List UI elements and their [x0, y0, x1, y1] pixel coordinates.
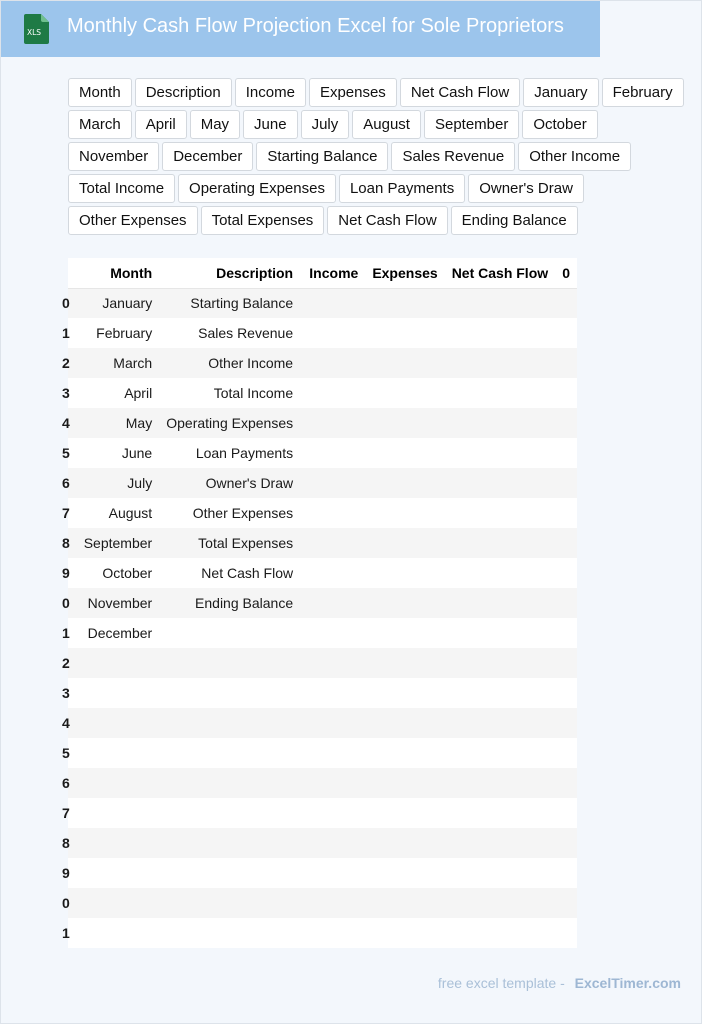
zero-cell	[555, 378, 577, 408]
row-index-label: 9	[62, 565, 70, 581]
month-cell: September	[75, 528, 159, 558]
table-row	[68, 858, 577, 888]
row-index-cell	[62, 438, 75, 468]
net-cash-flow-cell	[445, 678, 555, 708]
table-row	[68, 558, 577, 588]
net-cash-flow-cell	[445, 618, 555, 648]
table-row	[68, 588, 577, 618]
column-chip[interactable]: March	[68, 110, 132, 139]
income-cell	[300, 918, 365, 948]
expenses-cell	[365, 648, 444, 678]
row-index-label: 1	[62, 325, 70, 341]
income-cell	[300, 408, 365, 438]
row-index-label: 8	[62, 535, 70, 551]
net-cash-flow-cell	[445, 858, 555, 888]
month-cell	[75, 648, 159, 678]
month-cell: December	[75, 618, 159, 648]
column-chip[interactable]: Expenses	[309, 78, 397, 107]
row-index-label: 6	[62, 475, 70, 491]
month-cell	[75, 888, 159, 918]
expenses-cell	[365, 468, 444, 498]
description-cell: Loan Payments	[159, 438, 300, 468]
table-row	[68, 768, 577, 798]
description-cell: Other Income	[159, 348, 300, 378]
column-chip-list	[68, 78, 688, 235]
income-cell	[300, 288, 365, 318]
expenses-cell	[365, 798, 444, 828]
description-cell	[159, 888, 300, 918]
row-index-label: 2	[62, 355, 70, 371]
description-cell	[159, 648, 300, 678]
zero-cell	[555, 288, 577, 318]
row-index-cell	[62, 738, 75, 768]
row-index-label: 2	[62, 655, 70, 671]
net-cash-flow-cell	[445, 288, 555, 318]
month-cell	[75, 918, 159, 948]
net-cash-flow-cell	[445, 768, 555, 798]
table-row	[68, 408, 577, 438]
cash-flow-table	[62, 258, 577, 948]
description-cell	[159, 858, 300, 888]
expenses-cell	[365, 858, 444, 888]
footer-brand-link[interactable]: ExcelTimer.com	[574, 975, 681, 991]
zero-cell	[555, 498, 577, 528]
expenses-cell	[365, 438, 444, 468]
column-chip[interactable]: Income	[235, 78, 306, 107]
table-row	[68, 318, 577, 348]
row-index-cell	[62, 888, 75, 918]
zero-cell	[555, 468, 577, 498]
column-chip[interactable]: Description	[135, 78, 232, 107]
row-index-cell	[62, 528, 75, 558]
description-cell	[159, 768, 300, 798]
income-cell	[300, 558, 365, 588]
row-index-label: 8	[62, 835, 70, 851]
income-cell	[300, 318, 365, 348]
income-cell	[300, 798, 365, 828]
description-cell	[159, 678, 300, 708]
income-cell	[300, 858, 365, 888]
month-cell: November	[75, 588, 159, 618]
data-table-container	[62, 258, 577, 948]
zero-cell	[555, 648, 577, 678]
table-header-row	[68, 258, 577, 288]
net-cash-flow-cell	[445, 528, 555, 558]
row-index-cell	[62, 348, 75, 378]
description-cell	[159, 618, 300, 648]
table-row	[68, 678, 577, 708]
month-cell	[75, 858, 159, 888]
zero-cell	[555, 318, 577, 348]
table-row	[68, 288, 577, 318]
month-header: Month	[75, 258, 159, 288]
description-cell: Sales Revenue	[159, 318, 300, 348]
income-cell	[300, 828, 365, 858]
row-index-label: 7	[62, 505, 70, 521]
table-row	[68, 708, 577, 738]
description-cell: Total Income	[159, 378, 300, 408]
column-chip[interactable]: Loan Payments	[339, 174, 465, 203]
month-cell: June	[75, 438, 159, 468]
zero-cell	[555, 558, 577, 588]
column-chip[interactable]: Total Expenses	[201, 206, 325, 235]
header-bar	[0, 0, 600, 57]
column-chip[interactable]: December	[162, 142, 253, 171]
row-index-cell	[62, 858, 75, 888]
table-row	[68, 468, 577, 498]
net-cash-flow-cell	[445, 708, 555, 738]
income-cell	[300, 678, 365, 708]
row-index-label: 9	[62, 865, 70, 881]
income-cell	[300, 708, 365, 738]
zero-cell	[555, 858, 577, 888]
month-cell: August	[75, 498, 159, 528]
zero-cell	[555, 618, 577, 648]
column-chip[interactable]: May	[190, 110, 240, 139]
expenses-cell	[365, 828, 444, 858]
description-cell: Starting Balance	[159, 288, 300, 318]
row-index-label: 0	[62, 295, 70, 312]
zero-cell	[555, 438, 577, 468]
zero-cell	[555, 828, 577, 858]
month-cell: March	[75, 348, 159, 378]
table-row	[68, 918, 577, 948]
column-chip[interactable]: April	[135, 110, 187, 139]
net-cash-flow-cell	[445, 318, 555, 348]
description-cell: Other Expenses	[159, 498, 300, 528]
row-index-cell	[62, 378, 75, 408]
table-row	[68, 438, 577, 468]
description-cell: Ending Balance	[159, 588, 300, 618]
description-cell: Net Cash Flow	[159, 558, 300, 588]
month-cell: May	[75, 408, 159, 438]
income-cell	[300, 498, 365, 528]
net-cash-flow-cell	[445, 378, 555, 408]
row-index-cell	[62, 768, 75, 798]
column-chip[interactable]: January	[523, 78, 598, 107]
zero-cell	[555, 708, 577, 738]
zero-cell	[555, 768, 577, 798]
month-cell: July	[75, 468, 159, 498]
column-chip[interactable]: June	[243, 110, 298, 139]
row-index-cell	[62, 588, 75, 618]
net-cash-flow-cell	[445, 348, 555, 378]
logo-text: XLS	[26, 28, 42, 37]
zero-cell	[555, 588, 577, 618]
table-row	[68, 348, 577, 378]
column-chip[interactable]: Month	[68, 78, 132, 107]
month-cell	[75, 798, 159, 828]
expenses-cell	[365, 888, 444, 918]
month-cell	[75, 768, 159, 798]
row-index-label: 6	[62, 775, 70, 791]
row-index-label: 3	[62, 385, 70, 401]
month-cell	[75, 828, 159, 858]
table-row	[68, 828, 577, 858]
month-cell	[75, 678, 159, 708]
month-cell: February	[75, 318, 159, 348]
expenses-cell	[365, 738, 444, 768]
column-chip[interactable]: October	[522, 110, 597, 139]
row-index-label: 1	[62, 625, 70, 641]
column-chip[interactable]: Net Cash Flow	[327, 206, 447, 235]
net-cash-flow-cell	[445, 498, 555, 528]
income-cell	[300, 648, 365, 678]
column-chip[interactable]: Net Cash Flow	[400, 78, 520, 107]
expenses-cell	[365, 918, 444, 948]
column-chip[interactable]: Ending Balance	[451, 206, 578, 235]
row-index-cell	[62, 828, 75, 858]
expenses-cell	[365, 528, 444, 558]
income-cell	[300, 378, 365, 408]
table-row	[68, 798, 577, 828]
column-chip[interactable]: February	[602, 78, 684, 107]
description-header: Description	[159, 258, 300, 288]
column-chip[interactable]: Sales Revenue	[391, 142, 515, 171]
row-index-label: 5	[62, 745, 70, 761]
expenses-cell	[365, 558, 444, 588]
row-index-label: 0	[62, 895, 70, 911]
table-row	[68, 738, 577, 768]
net-cash-flow-cell	[445, 588, 555, 618]
column-chip[interactable]: September	[424, 110, 519, 139]
row-index-cell	[62, 918, 75, 948]
expenses-cell	[365, 408, 444, 438]
index-header	[68, 258, 75, 288]
column-chip[interactable]: Owner's Draw	[468, 174, 584, 203]
table-row	[68, 498, 577, 528]
row-index-label: 7	[62, 805, 70, 821]
net-cash-flow-cell	[445, 438, 555, 468]
zero-cell	[555, 528, 577, 558]
row-index-cell	[62, 498, 75, 528]
net-cash-flow-cell	[445, 408, 555, 438]
row-index-label: 1	[62, 925, 70, 941]
row-index-cell	[62, 468, 75, 498]
page-title: Monthly Cash Flow Projection Excel for Sole Proprietors	[67, 15, 564, 37]
row-index-cell	[62, 318, 75, 348]
net-cash-flow-header: Net Cash Flow	[445, 258, 555, 288]
expenses-cell	[365, 678, 444, 708]
expenses-cell	[365, 588, 444, 618]
row-index-label: 3	[62, 685, 70, 701]
row-index-label: 5	[62, 445, 70, 461]
row-index-cell	[62, 708, 75, 738]
income-cell	[300, 768, 365, 798]
zero-cell	[555, 678, 577, 708]
row-index-cell	[62, 408, 75, 438]
net-cash-flow-cell	[445, 918, 555, 948]
column-chip[interactable]: Total Income	[68, 174, 175, 203]
zero-cell	[555, 918, 577, 948]
zero-cell	[555, 798, 577, 828]
column-chip[interactable]: November	[68, 142, 159, 171]
description-cell	[159, 738, 300, 768]
expenses-cell	[365, 768, 444, 798]
income-header: Income	[300, 258, 365, 288]
income-cell	[300, 468, 365, 498]
row-index-cell	[62, 618, 75, 648]
month-cell: October	[75, 558, 159, 588]
excel-file-icon	[21, 14, 49, 44]
table-row	[68, 378, 577, 408]
net-cash-flow-cell	[445, 468, 555, 498]
table-row	[68, 648, 577, 678]
description-cell	[159, 708, 300, 738]
table-row	[68, 528, 577, 558]
expenses-cell	[365, 318, 444, 348]
month-cell: April	[75, 378, 159, 408]
description-cell: Owner's Draw	[159, 468, 300, 498]
footer	[438, 975, 681, 991]
description-cell: Total Expenses	[159, 528, 300, 558]
zero-cell	[555, 738, 577, 768]
footer-text: free excel template -	[437, 975, 565, 991]
net-cash-flow-cell	[445, 888, 555, 918]
income-cell	[300, 348, 365, 378]
column-chip[interactable]: Operating Expenses	[178, 174, 336, 203]
zero-header: 0	[555, 258, 577, 288]
column-chip[interactable]: Other Income	[518, 142, 631, 171]
net-cash-flow-cell	[445, 558, 555, 588]
row-index-label: 4	[62, 715, 70, 731]
month-cell: January	[75, 288, 159, 318]
income-cell	[300, 588, 365, 618]
expenses-cell	[365, 288, 444, 318]
expenses-cell	[365, 708, 444, 738]
description-cell	[159, 918, 300, 948]
description-cell: Operating Expenses	[159, 408, 300, 438]
expenses-cell	[365, 348, 444, 378]
income-cell	[300, 528, 365, 558]
row-index-label: 0	[62, 595, 70, 611]
row-index-cell	[62, 678, 75, 708]
expenses-cell	[365, 378, 444, 408]
net-cash-flow-cell	[445, 648, 555, 678]
row-index-cell	[62, 558, 75, 588]
zero-cell	[555, 408, 577, 438]
column-chip[interactable]: August	[352, 110, 421, 139]
table-row	[68, 618, 577, 648]
net-cash-flow-cell	[445, 828, 555, 858]
row-index-cell	[62, 288, 75, 318]
expenses-cell	[365, 618, 444, 648]
column-chip[interactable]: July	[301, 110, 350, 139]
description-cell	[159, 798, 300, 828]
column-chip[interactable]: Other Expenses	[68, 206, 198, 235]
row-index-cell	[62, 798, 75, 828]
expenses-header: Expenses	[365, 258, 444, 288]
income-cell	[300, 888, 365, 918]
zero-cell	[555, 348, 577, 378]
income-cell	[300, 738, 365, 768]
month-cell	[75, 708, 159, 738]
zero-cell	[555, 888, 577, 918]
column-chip[interactable]: Starting Balance	[256, 142, 388, 171]
income-cell	[300, 438, 365, 468]
row-index-cell	[62, 648, 75, 678]
table-row	[68, 888, 577, 918]
expenses-cell	[365, 498, 444, 528]
description-cell	[159, 828, 300, 858]
income-cell	[300, 618, 365, 648]
net-cash-flow-cell	[445, 798, 555, 828]
row-index-label: 4	[62, 415, 70, 431]
net-cash-flow-cell	[445, 738, 555, 768]
month-cell	[75, 738, 159, 768]
